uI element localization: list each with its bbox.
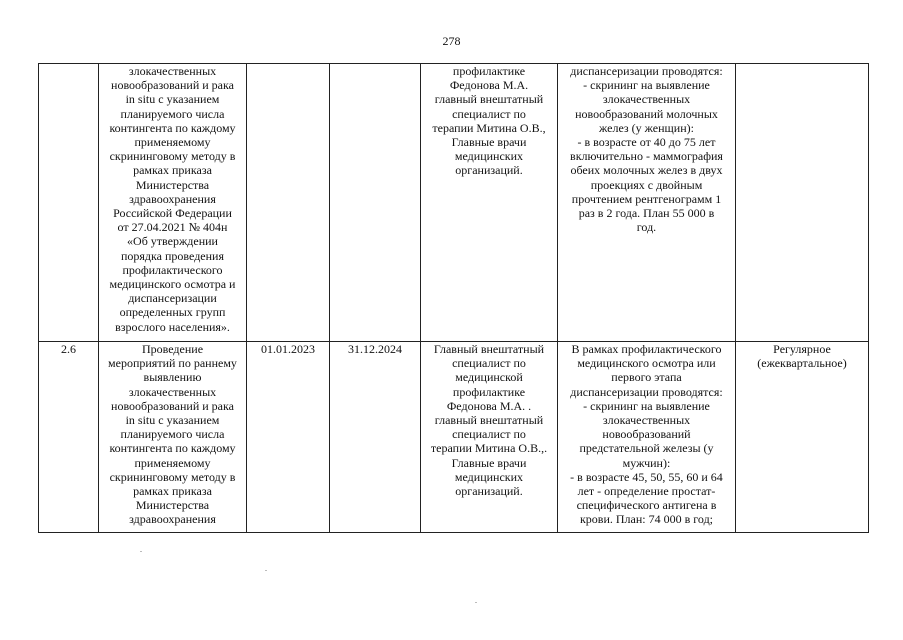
table-row (39, 64, 869, 342)
frequency-cell (736, 64, 869, 342)
activity-name-cell: злокачественных новообразований и рака in situ с указанием планируемого числа контингента по каждому применяемому скрининговому методу в рамках приказа Министерства здравоохранения Российской Федерации от 27.04.2021 № 404н «Об утверждении порядка проведения профилактического медицинского осмотра и диспансеризации определенных групп взрослого населения». (99, 64, 247, 342)
start-date-cell (247, 64, 330, 342)
item-number-cell: 2.6 (39, 342, 99, 533)
table-row (39, 342, 869, 533)
scan-speck (475, 602, 477, 603)
responsible-cell: Главный внештатный специалист по медицинской профилактике Федонова М.А. . главный внештатный специалист по терапии Митина О.В.,. Главные врачи медицинских организаций. (421, 342, 558, 533)
requirement-cell: В рамках профилактического медицинского осмотра или первого этапа диспансеризации проводятся: - скрининг на выявление злокачественных новообразований предстательной железы (у мужчин): - в возрасте 45, 50, 55, 60 и 64 лет - определение простат- специфического антигена в крови. План: 74 000 в год; (558, 342, 736, 533)
requirement-cell: диспансеризации проводятся: - скрининг на выявление злокачественных новообразований молочных желез (у женщин): - в возрасте от 40 до 75 лет включительно - маммография обеих молочных желез в двух проекциях с двойным прочтением рентгенограмм 1 раз в 2 года. План 55 000 в год. (558, 64, 736, 342)
frequency-cell: Регулярное (ежеквартальное) (736, 342, 869, 533)
activity-name-cell: Проведение мероприятий по раннему выявлению злокачественных новообразований и рака in situ с указанием планируемого числа контингента по каждому применяемому скрининговому методу в рамках приказа Министерства здравоохранения (99, 342, 247, 533)
scan-speck (140, 551, 142, 552)
end-date-cell (330, 64, 421, 342)
plan-table (38, 63, 869, 533)
start-date-cell: 01.01.2023 (247, 342, 330, 533)
end-date-cell: 31.12.2024 (330, 342, 421, 533)
responsible-cell: профилактике Федонова М.А. главный внештатный специалист по терапии Митина О.В., Главные врачи медицинских организаций. (421, 64, 558, 342)
page-number: 278 (442, 34, 461, 48)
item-number-cell (39, 64, 99, 342)
scan-speck (265, 570, 267, 571)
